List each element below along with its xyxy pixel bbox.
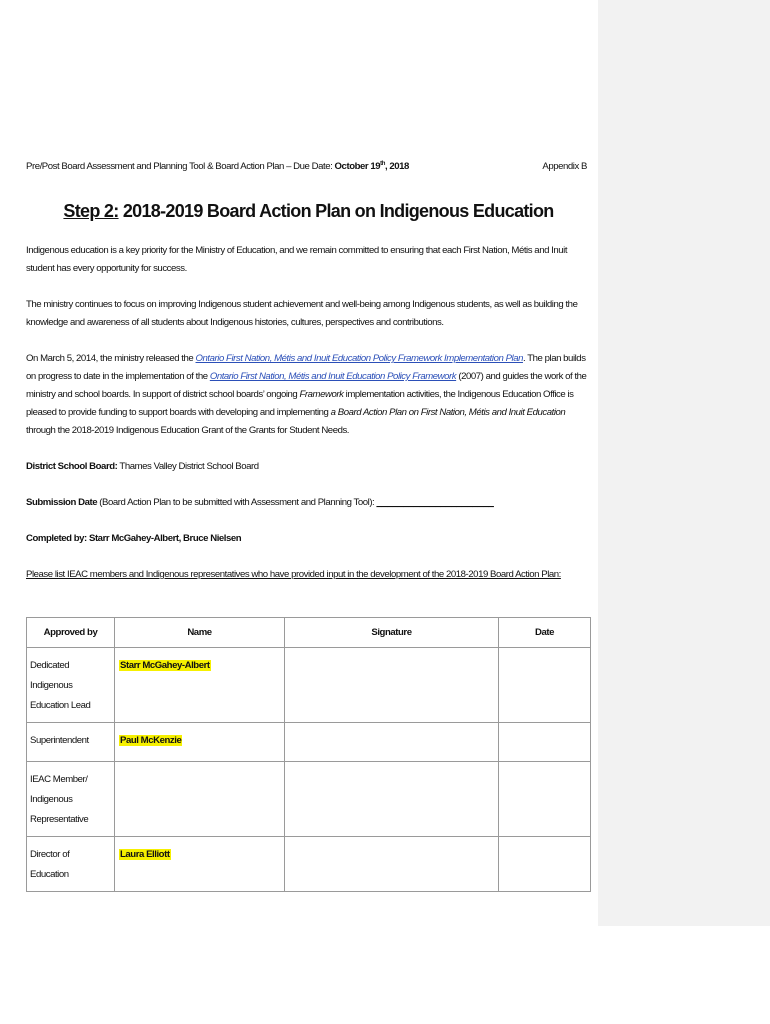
instruction-text: Please list IEAC members and Indigenous representatives who have provided input in the development of the 2018-2019 Board Action Plan:: [26, 569, 561, 580]
p3-text-c: (2007) and guides the work of the ministry and school boards. In support of district school boards’ ongoing: [26, 371, 587, 400]
p3-board-action-plan: a Board Action Plan on First Nation, Métis and Inuit Education: [330, 407, 566, 418]
submission-note: (Board Action Plan to be submitted with Assessment and Planning Tool):: [97, 497, 377, 508]
paragraph-priority: Indigenous education is a key priority for the Ministry of Education, and we remain committed to ensuring that each First Nation, Métis and Inuit student has every opportunity for success.: [26, 245, 568, 274]
highlighted-name: Starr McGahey-Albert: [120, 660, 210, 671]
signature-cell[interactable]: [285, 723, 499, 762]
implementation-plan-link[interactable]: Ontario First Nation, Métis and Inuit Education Policy Framework Implementation Plan: [195, 353, 523, 364]
submission-date: [26, 494, 591, 512]
name-cell[interactable]: [115, 762, 285, 837]
table-row: [27, 762, 591, 837]
date-cell[interactable]: [499, 648, 591, 723]
comment-pane: [598, 0, 770, 926]
p3-text-e: through the 2018-2019 Indigenous Education Grant of the Grants for Student Needs.: [26, 425, 350, 436]
due-date-year: , 2018: [384, 161, 409, 172]
approvals-table: [26, 617, 591, 892]
date-cell[interactable]: [499, 762, 591, 837]
paragraph-focus: The ministry continues to focus on improving Indigenous student achievement and well-being among Indigenous students, as well as building the knowledge and awareness of all students about Indigenous histories, cultures, perspectives and contributions.: [26, 299, 578, 328]
page-header: [26, 158, 591, 176]
policy-framework-link[interactable]: Ontario First Nation, Métis and Inuit Education Policy Framework: [209, 371, 457, 382]
date-cell[interactable]: [499, 837, 591, 892]
role-cell: IEAC Member/ Indigenous Representative: [27, 762, 115, 837]
p3-text-d: implementation activities, the Indigenous Education Office is pleased to provide funding to support boards with developing and implementing: [26, 389, 574, 418]
highlighted-name: Laura Elliott: [120, 849, 170, 860]
table-row: [27, 648, 591, 723]
name-cell[interactable]: [115, 837, 285, 892]
board-label: District School Board:: [26, 461, 118, 472]
appendix-label: Appendix B: [542, 161, 587, 172]
document-content: [26, 158, 591, 584]
table-row: [27, 723, 591, 762]
header-prefix: Pre/Post Board Assessment and Planning Tool & Board Action Plan – Due Date:: [26, 161, 335, 172]
page-title: [26, 198, 591, 224]
date-cell[interactable]: [499, 723, 591, 762]
role-cell: Dedicated Indigenous Education Lead: [27, 648, 115, 723]
p3-text-b: . The plan builds on progress to date in the implementation of the: [26, 353, 586, 382]
signature-cell[interactable]: [285, 837, 499, 892]
role-cell: Superintendent: [27, 723, 115, 762]
completed-by: [26, 530, 591, 548]
header-signature: Signature: [285, 618, 499, 648]
header-approved-by: Approved by: [27, 618, 115, 648]
completed-label: Completed by: Starr McGahey-Albert, Bruce Nielsen: [26, 533, 242, 544]
p3-text-a: On March 5, 2014, the ministry released the: [26, 353, 196, 364]
name-cell[interactable]: [115, 723, 285, 762]
title-step: Step 2:: [63, 201, 119, 221]
title-rest: 2018-2019 Board Action Plan on Indigenous Education: [118, 201, 554, 221]
district-school-board: [26, 458, 591, 476]
name-cell[interactable]: [115, 648, 285, 723]
header-date: Date: [499, 618, 591, 648]
signature-cell[interactable]: [285, 648, 499, 723]
table-header-row: [27, 618, 591, 648]
table-row: [27, 837, 591, 892]
p3-framework: Framework: [299, 389, 344, 400]
header-name: Name: [115, 618, 285, 648]
paragraph-funding: [26, 350, 591, 440]
submission-date-field[interactable]: ______________________: [376, 497, 494, 508]
highlighted-name: Paul McKenzie: [120, 735, 182, 746]
submission-label: Submission Date: [26, 497, 98, 508]
board-value: Thames Valley District School Board: [117, 461, 259, 472]
due-date: October 19: [334, 161, 381, 172]
signature-cell[interactable]: [285, 762, 499, 837]
role-cell: Director of Education: [27, 837, 115, 892]
header-left: [26, 158, 409, 176]
due-date-sup: th: [380, 160, 385, 167]
